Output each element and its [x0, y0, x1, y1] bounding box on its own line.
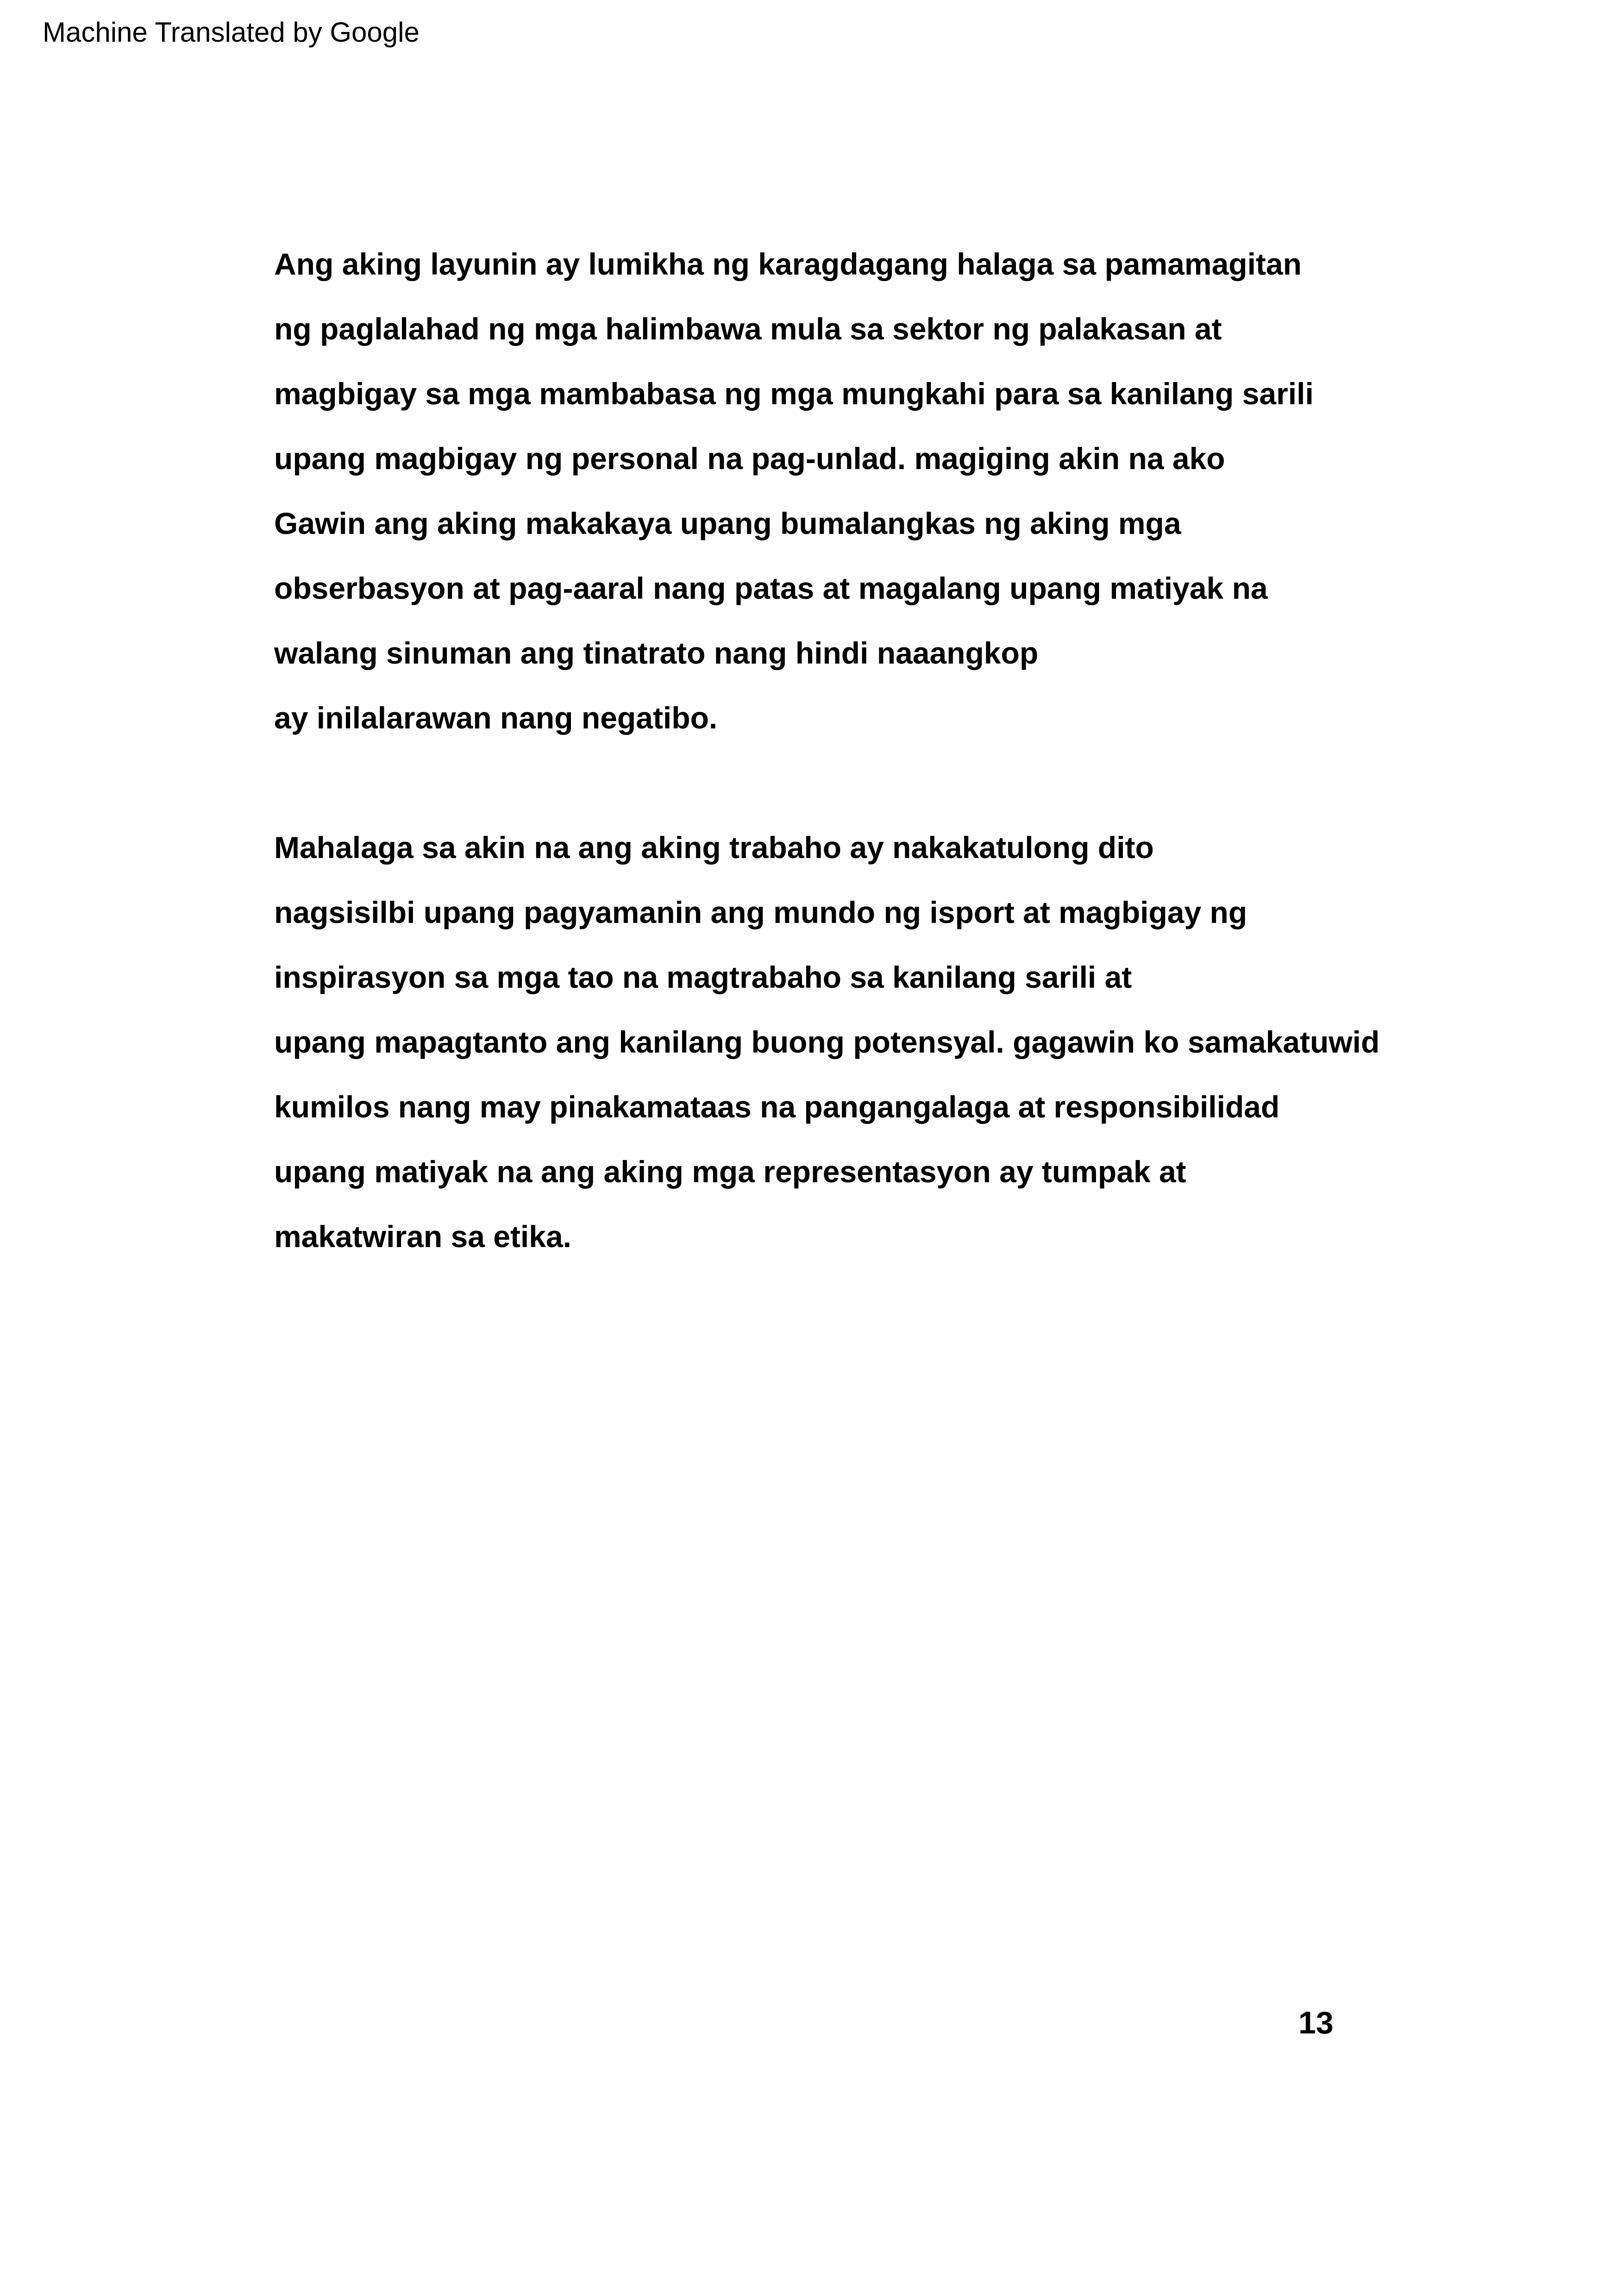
page-number: 13	[1298, 2005, 1334, 2040]
paragraph-2	[274, 815, 1460, 1269]
text-line: upang mapagtanto ang kanilang buong potensyal. gagawin ko samakatuwid	[274, 1025, 1380, 1059]
machine-translation-label: Machine Translated by Google	[43, 17, 420, 48]
text-line: Ang aking layunin ay lumikha ng karagdagang halaga sa pamamagitan	[274, 247, 1302, 281]
text-line: Mahalaga sa akin na ang aking trabaho ay nakakatulong dito	[274, 830, 1154, 865]
text-line: kumilos nang may pinakamataas na pangangalaga at responsibilidad	[274, 1090, 1280, 1124]
text-line: obserbasyon at pag-aaral nang patas at magalang upang matiyak na	[274, 571, 1268, 605]
text-line: magbigay sa mga mambabasa ng mga mungkahi para sa kanilang sarili	[274, 376, 1314, 411]
text-line: nagsisilbi upang pagyamanin ang mundo ng isport at magbigay ng	[274, 895, 1247, 929]
text-line: upang magbigay ng personal na pag-unlad. magiging akin na ako	[274, 441, 1225, 476]
text-line: upang matiyak na ang aking mga representasyon ay tumpak at	[274, 1154, 1186, 1189]
text-line: Gawin ang aking makakaya upang bumalangkas ng aking mga	[274, 506, 1181, 540]
text-line: walang sinuman ang tinatrato nang hindi naaangkop	[274, 636, 1039, 670]
text-line: ay inilalarawan nang negatibo.	[274, 701, 718, 735]
paragraph-1	[274, 232, 1460, 750]
text-line: inspirasyon sa mga tao na magtrabaho sa kanilang sarili at	[274, 960, 1132, 994]
text-line: makatwiran sa etika.	[274, 1219, 572, 1254]
text-line: ng paglalahad ng mga halimbawa mula sa sektor ng palakasan at	[274, 312, 1222, 346]
